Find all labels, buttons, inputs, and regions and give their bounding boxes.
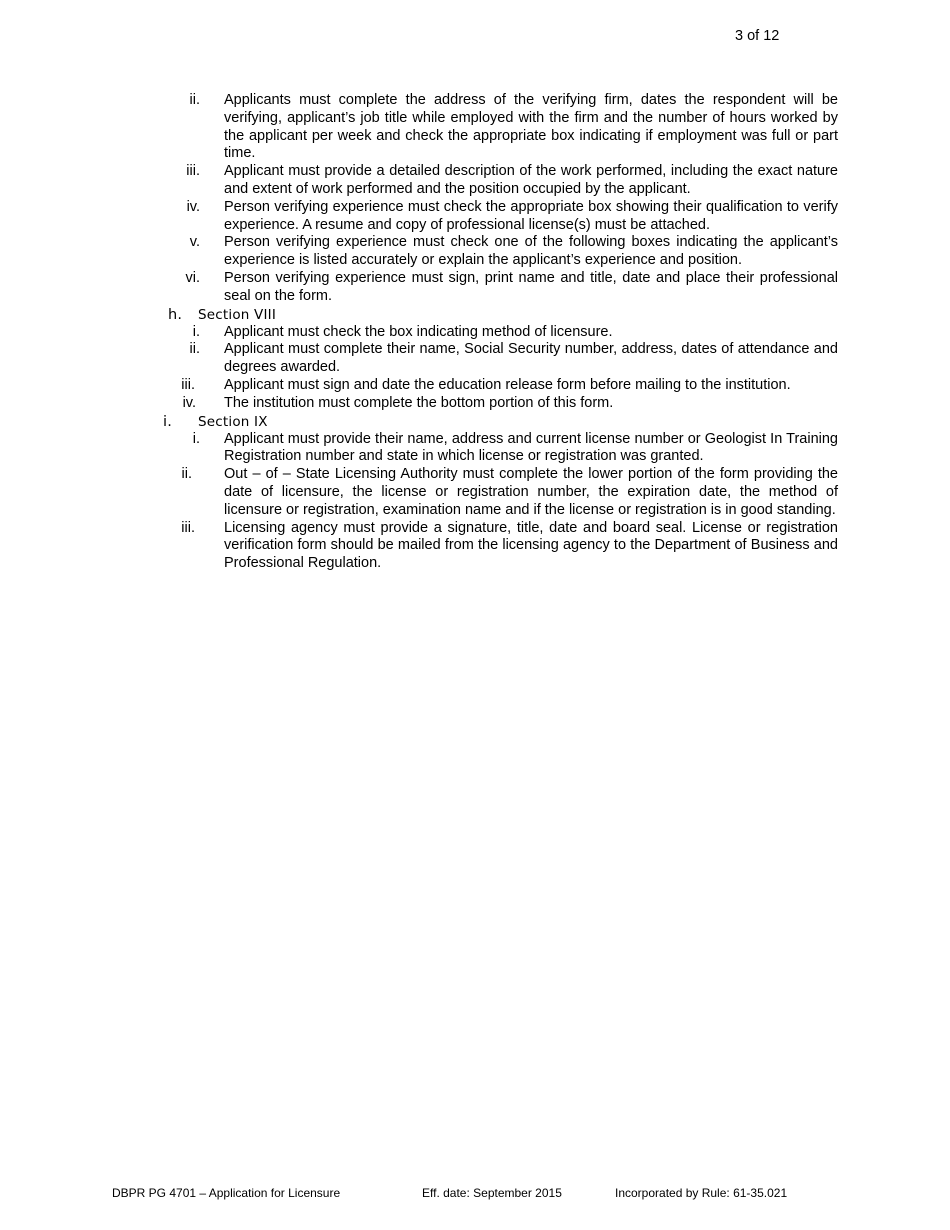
list-item xyxy=(181,376,838,395)
list-item-number: v. xyxy=(189,234,200,251)
list-item xyxy=(192,430,838,467)
list-item-text: Applicant must sign and date the education release form before mailing to the institution. xyxy=(224,376,791,393)
list-item-text: Applicant must check the box indicating method of licensure. xyxy=(224,323,613,340)
list-item xyxy=(181,466,838,519)
section-heading-ix xyxy=(0,413,950,431)
list-item-number: ii. xyxy=(189,92,200,108)
list-item-number: iv. xyxy=(186,198,200,215)
list-item xyxy=(185,269,838,306)
list-item-text: Applicants must complete the address of the verifying firm, dates the respondent will be verifying, applicant’s job title while employed with the firm and the number of hours worked by the applicant per week and check the appropriate box indicating if employment was full or part time. xyxy=(224,92,838,162)
section-title: Section VIII xyxy=(198,306,277,323)
list-item-number: ii. xyxy=(189,341,200,358)
section-title: Section IX xyxy=(198,413,268,430)
list-item-number: i. xyxy=(192,430,200,447)
list-item-text: The institution must complete the bottom portion of this form. xyxy=(224,394,614,411)
footer-form-name: DBPR PG 4701 – Application for Licensure xyxy=(112,1186,341,1200)
document-body xyxy=(0,92,950,573)
list-item xyxy=(181,519,838,573)
list-item xyxy=(186,163,838,199)
page-footer xyxy=(0,1186,950,1204)
list-item-number: iii. xyxy=(181,376,195,393)
list-item-number: ii. xyxy=(181,466,192,483)
list-item-text: Person verifying experience must sign, print name and title, date and place their professional seal on the form. xyxy=(224,269,838,304)
list-item xyxy=(182,394,838,413)
list-item xyxy=(189,92,838,163)
list-item-number: iii. xyxy=(186,163,200,180)
list-item xyxy=(186,198,838,235)
list-item-text: Person verifying experience must check the appropriate box showing their qualification to verify experience. A resume and copy of professional license(s) must be attached. xyxy=(224,198,838,233)
list-item-text: Applicant must provide their name, address and current license number or Geologist In Training Registration number and state in which license or registration was granted. xyxy=(224,430,838,465)
list-item-text: Out – of – State Licensing Authority must complete the lower portion of the form providing the date of licensure, the license or registration number, the expiration date, the method of licensure or registration, examination name and if the license or registration is in good standing. xyxy=(224,466,838,518)
list-item xyxy=(189,341,838,377)
list-item-number: vi. xyxy=(185,269,200,286)
list-item-text: Person verifying experience must check one of the following boxes indicating the applicant’s experience is listed accurately or explain the applicant’s experience and position. xyxy=(224,234,838,269)
section-label: h. xyxy=(168,306,183,323)
page-number: 3 of 12 xyxy=(735,28,780,44)
footer-effective-date: Eff. date: September 2015 xyxy=(422,1186,562,1200)
list-item-text: Licensing agency must provide a signature, title, date and board seal. License or registration verification form should be mailed from the licensing agency to the Department of Business and Professional Regulation. xyxy=(224,519,838,572)
footer-rule: Incorporated by Rule: 61-35.021 xyxy=(615,1186,788,1200)
list-item xyxy=(189,234,838,270)
list-item-text: Applicant must provide a detailed description of the work performed, including the exact nature and extent of work performed and the position occupied by the applicant. xyxy=(224,163,838,197)
section-heading-viii xyxy=(0,306,950,324)
list-item-number: iii. xyxy=(181,519,195,536)
section-label: i. xyxy=(163,413,173,430)
list-item-text: Applicant must complete their name, Social Security number, address, dates of attendance and degrees awarded. xyxy=(224,341,838,376)
list-item-number: iv. xyxy=(182,394,196,411)
list-item xyxy=(192,323,838,342)
list-item-number: i. xyxy=(192,323,200,340)
